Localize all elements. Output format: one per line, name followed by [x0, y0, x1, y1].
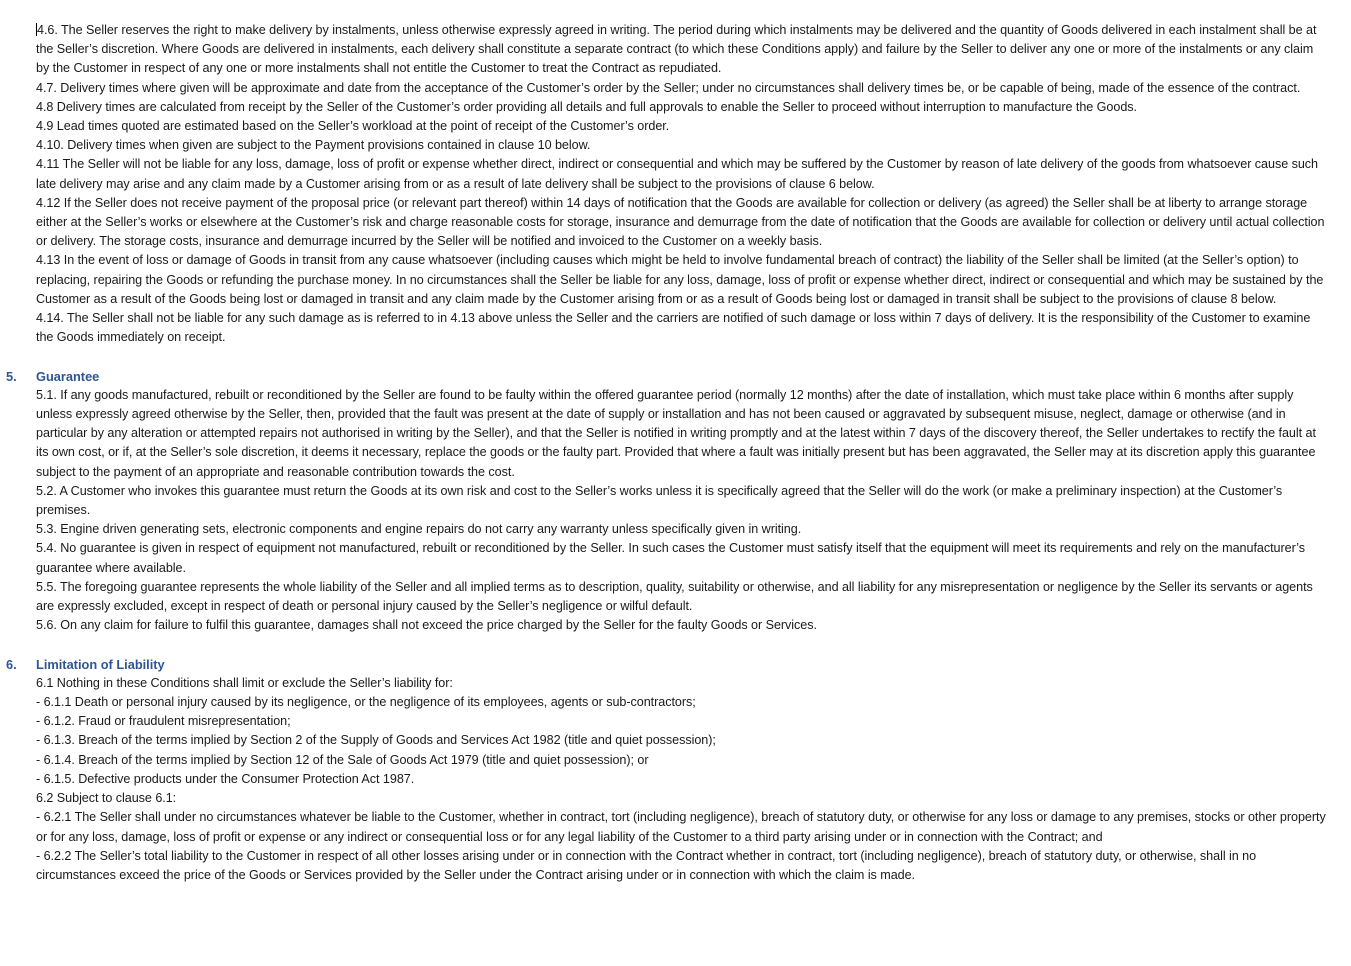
clause-4-12: 4.12 If the Seller does not receive payment of the proposal price (or relevant part thereof) within 14 days of notification that the Goods are available for collection or delivery (as agreed) the Seller shall be at liberty to arrange storage either at the Seller’s works or elsewhere at the Customer’s risk and charge reasonable costs for storage, insurance and demurrage from the date of notification that the Goods are available for collection or delivery until actual collection or delivery. The storage costs, insurance and demurrage incurred by the Seller will be notified and invoiced to the Customer on a weekly basis. [36, 195, 1325, 249]
clause-4-8: 4.8 Delivery times are calculated from receipt by the Seller of the Customer’s order providing all details and full approvals to enable the Seller to proceed without interruption to manufacture the Goods. [36, 99, 1137, 114]
document-page [0, 21, 1351, 885]
section-4-body [0, 21, 1351, 347]
section-6-body [0, 674, 1351, 885]
section-number: 6. [6, 656, 17, 672]
clause-4-14: 4.14. The Seller shall not be liable for any such damage as is referred to in 4.13 above unless the Seller and the carriers are notified of such damage or loss within 7 days of delivery. It is the responsibility of the Customer to examine the Goods immediately on receipt. [36, 311, 1311, 345]
clause-6-2: 6.2 Subject to clause 6.1: [36, 791, 177, 806]
clause-4-13: 4.13 In the event of loss or damage of Goods in transit from any cause whatsoever (including causes which might be held to involve fundamental breach of contract) the liability of the Seller shall be limited (at the Seller’s option) to replacing, repairing the Goods or refunding the purchase money. In no circumstances shall the Seller be liable for any loss, damage, loss of profit or expense whether direct, indirect or consequential and which may be sustained by the Customer as a result of the Goods being lost or damaged in transit and any claim made by the Customer arising from or as a result of Goods being lost or damaged in transit shall be subject to the provisions of clause 8 below. [36, 253, 1324, 306]
clause-5-3: 5.3. Engine driven generating sets, electronic components and engine repairs do not carry any warranty unless specifically given in writing. [36, 522, 802, 537]
clause-4-6 [36, 21, 1329, 79]
clause-4-10: 4.10. Delivery times when given are subject to the Payment provisions contained in clause 10 below. [36, 138, 591, 153]
clause-6-1: 6.1 Nothing in these Conditions shall limit or exclude the Seller’s liability for: [36, 675, 453, 690]
clause-4-7: 4.7. Delivery times where given will be approximate and date from the acceptance of the Customer’s order by the Seller; under no circumstances shall delivery times be, or be capable of being, made of the essence of the contract. [36, 80, 1301, 95]
section-number: 5. [6, 368, 17, 384]
section-title: Guarantee [36, 368, 100, 384]
clause-4-9: 4.9 Lead times quoted are estimated based on the Seller’s workload at the point of receipt of the Customer’s order. [36, 119, 670, 134]
clause-6-2-1: - 6.2.1 The Seller shall under no circumstances whatever be liable to the Customer, whether in contract, tort (including negligence), breach of statutory duty, or otherwise for any loss or damage to any premises, stocks or other property or for any loss, damage, loss of profit or expense or any indirect or consequential loss or for any legal liability of the Customer to a third party arising under or in connection with the Contract; and [36, 810, 1326, 844]
section-5-body [0, 386, 1351, 636]
clause-5-1: 5.1. If any goods manufactured, rebuilt or reconditioned by the Seller are found to be faulty within the offered guarantee period (normally 12 months) after the date of installation, which must take place within 6 months after supply unless expressly agreed otherwise by the Seller, then, provided that the fault was present at the date of supply or installation and has not been caused or aggravated by subsequent misuse, neglect, damage or otherwise (and in particular by any alteration or attempted repairs not authorised in writing by the Seller), and that the Seller is notified in writing promptly and at the latest within 7 days of the discovery thereof, the Seller undertakes to rectify the fault at its own cost, or if, at the Seller’s sole discretion, it deems it necessary, replace the goods or the faulty part. Provided that where a fault was initially present but has been aggravated, the Seller may at its discretion apply this guarantee subject to the payment of an appropriate and reasonable contribution towards the cost. [36, 387, 1316, 479]
clause-6-2-2: - 6.2.2 The Seller’s total liability to the Customer in respect of all other losses arising under or in connection with the Contract whether in contract, tort (including negligence), breach of statutory duty, or otherwise, shall in no circumstances exceed the price of the Goods or Services provided by the Seller under the Contract arising under or in connection with which the claim is made. [36, 848, 1257, 882]
clause-5-6: 5.6. On any claim for failure to fulfil this guarantee, damages shall not exceed the price charged by the Seller for the faulty Goods or Services. [36, 618, 817, 633]
clause-4-11: 4.11 The Seller will not be liable for any loss, damage, loss of profit or expense whether direct, indirect or consequential and which may be suffered by the Customer by reason of late delivery of the goods from whatsoever cause such late delivery may arise and any claim made by a Customer arising from or as a result of late delivery shall be subject to the provisions of clause 6 below. [36, 157, 1319, 191]
clause-5-5: 5.5. The foregoing guarantee represents the whole liability of the Seller and all implied terms as to description, quality, suitability or otherwise, and all liability for any misrepresentation or negligence by the Seller its servants or agents are expressly excluded, except in respect of death or personal injury caused by the Seller’s negligence or wilful default. [36, 579, 1313, 614]
clause-6-1-1: - 6.1.1 Death or personal injury caused by its negligence, or the negligence of its employees, agents or sub-contractors; [36, 695, 696, 710]
section-heading-guarantee [0, 367, 1351, 386]
clause-6-1-2: - 6.1.2. Fraud or fraudulent misrepresentation; [36, 714, 291, 729]
clause-4-6-text: 4.6. The Seller reserves the right to make delivery by instalments, unless otherwise expressly agreed in writing. The period during which instalments may be delivered and the quantity of Goods delivered in each instalment shall be at the Seller’s discretion. Where Goods are delivered in instalments, each delivery shall constitute a separate contract (to which these Conditions apply) and failure by the Seller to deliver any one or more of the instalments or any claim by the Customer in respect of any one or more instalments shall not entitle the Customer to treat the Contract as repudiated. [36, 23, 1317, 76]
clause-6-1-5: - 6.1.5. Defective products under the Consumer Protection Act 1987. [36, 771, 415, 786]
clause-6-1-3: - 6.1.3. Breach of the terms implied by Section 2 of the Supply of Goods and Services Act 1982 (title and quiet possession); [36, 733, 716, 748]
clause-5-4: 5.4. No guarantee is given in respect of equipment not manufactured, rebuilt or reconditioned by the Seller. In such cases the Customer must satisfy itself that the equipment will meet its requirements and rely on the manufacturer’s guarantee where available. [36, 541, 1305, 575]
clause-6-1-4: - 6.1.4. Breach of the terms implied by Section 12 of the Sale of Goods Act 1979 (title and quiet possession); or [36, 752, 649, 767]
section-heading-limitation-of-liability [0, 655, 1351, 674]
section-title: Limitation of Liability [36, 656, 165, 672]
clause-5-2: 5.2. A Customer who invokes this guarantee must return the Goods at its own risk and cost to the Seller’s works unless it is specifically agreed that the Seller will do the work (or make a preliminary inspection) at the Customer’s premises. [36, 483, 1283, 518]
